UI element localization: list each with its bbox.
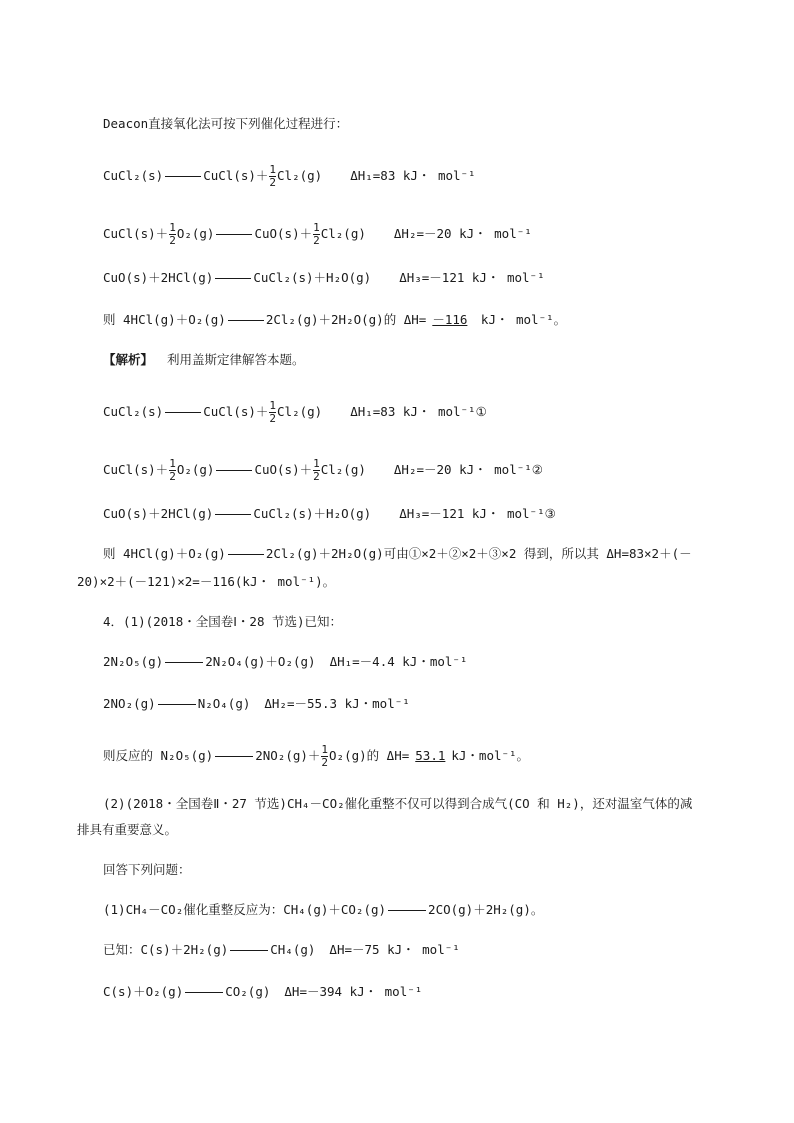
s2-lhs-a: CuCl(s)＋ [103,462,169,477]
s2-rhs-b: Cl₂(g) [320,462,366,477]
analysis-line [103,352,305,368]
problem-4-2-line-2: 排具有重要意义。 [77,822,178,837]
p4-q-unit: kJ・mol⁻¹。 [451,748,530,763]
eq2-dh: ΔH₂=－20 kJ・ mol⁻¹ [393,226,532,241]
solution-equation-1 [103,400,487,425]
known-arrow [230,950,268,951]
q1-lhs: (1)CH₄－CO₂催化重整反应为：CH₄(g)＋CO₂(g) [103,902,387,917]
sum-line-1 [103,546,692,562]
eq2-rhs-b: Cl₂(g) [320,226,366,241]
eq3-lhs: CuO(s)＋2HCl(g) [103,270,214,285]
s2-lhs-b: O₂(g) [176,462,215,477]
known-lhs: 已知：C(s)＋2H₂(g) [103,942,229,957]
equation-2 [103,222,532,247]
s1-rhs-a: CuCl(s)＋ [203,404,269,419]
eq2-fraction-2: $\frac{1}{2}$ [313,221,320,247]
question-arrow [228,320,264,321]
problem-4-equation-2 [103,696,410,712]
p4-eq2-dh: ΔH₂=－55.3 kJ・mol⁻¹ [264,696,410,711]
eq3-dh: ΔH₃=－121 kJ・ mol⁻¹ [399,270,545,285]
p4-eq2-arrow [158,704,196,705]
sum-arrow [228,554,264,555]
sum-lhs: 则 4HCl(g)＋O₂(g) [103,546,226,561]
s3-arrow [215,514,251,515]
known-dh: ΔH=－75 kJ・ mol⁻¹ [329,942,460,957]
question-line [103,312,566,328]
analysis-label: 【解析】 [103,352,154,367]
known-rhs: CH₄(g) [270,942,316,957]
analysis-text: 利用盖斯定律解答本题。 [167,352,305,367]
eq2-arrow [216,234,252,235]
q1-rhs: 2CO(g)＋2H₂(g)。 [428,902,544,917]
p4-q-arrow [215,756,253,757]
p4-eq1-rhs: 2N₂O₄(g)＋O₂(g) [205,654,316,669]
p4-eq1-lhs: 2N₂O₅(g) [103,654,164,669]
eq2-rhs-a: CuO(s)＋ [254,226,313,241]
q1-arrow [388,910,426,911]
problem-4-title: 4．(1)(2018・全国卷Ⅰ・28 节选)已知： [103,614,343,629]
question-lhs: 则 4HCl(g)＋O₂(g) [103,312,226,327]
p4-q-fraction: $\frac{1}{2}$ [321,743,329,769]
s1-lhs: CuCl₂(s) [103,404,164,419]
s2-dh: ΔH₂=－20 kJ・ mol⁻¹② [393,462,543,477]
question-rhs: 2Cl₂(g)＋2H₂O(g)的 ΔH= [265,312,427,327]
p4-eq2-rhs: N₂O₄(g) [197,696,251,711]
last-lhs: C(s)＋O₂(g) [103,984,184,999]
eq2-fraction-1: $\frac{1}{2}$ [169,221,176,247]
eq1-fraction: $\frac{1}{2}$ [269,163,277,189]
last-rhs: CO₂(g) [225,984,271,999]
question-1-line [103,902,543,918]
last-line [103,984,422,1000]
s2-arrow [216,470,252,471]
s3-rhs: CuCl₂(s)＋H₂O(g) [253,506,372,521]
s2-fraction-1: $\frac{1}{2}$ [169,457,176,483]
equation-3 [103,270,545,286]
problem-4-equation-1 [103,654,467,670]
eq3-rhs: CuCl₂(s)＋H₂O(g) [253,270,372,285]
equation-1 [103,164,476,189]
sum-line-2: 20)×2＋(－121)×2=－116(kJ・ mol⁻¹)。 [77,574,336,589]
solution-equation-3 [103,506,556,522]
eq3-arrow [215,278,251,279]
p4-eq1-dh: ΔH₁=－4.4 kJ・mol⁻¹ [329,654,468,669]
p4-q-rhs-a: 2NO₂(g)＋ [255,748,321,763]
solution-equation-2 [103,458,543,483]
s1-arrow [165,412,201,413]
p4-eq2-lhs: 2NO₂(g) [103,696,156,711]
eq1-rhs-a: CuCl(s)＋ [203,168,269,183]
last-arrow [185,992,223,993]
known-line [103,942,460,958]
s1-rhs-b: Cl₂(g) [277,404,323,419]
eq1-dh: ΔH₁=83 kJ・ mol⁻¹ [350,168,476,183]
s2-rhs-a: CuO(s)＋ [254,462,313,477]
eq2-lhs-a: CuCl(s)＋ [103,226,169,241]
s3-dh: ΔH₃=－121 kJ・ mol⁻¹③ [399,506,556,521]
last-dh: ΔH=－394 kJ・ mol⁻¹ [284,984,423,999]
p4-q-rhs-b: O₂(g)的 ΔH= [329,748,410,763]
p4-answer: 53.1 [415,748,446,763]
intro-text: Deacon直接氧化法可按下列催化过程进行： [103,116,349,131]
s1-fraction: $\frac{1}{2}$ [269,399,277,425]
eq2-lhs-b: O₂(g) [176,226,215,241]
question-unit: kJ・ mol⁻¹。 [473,312,567,327]
s3-lhs: CuO(s)＋2HCl(g) [103,506,214,521]
eq1-lhs: CuCl₂(s) [103,168,164,183]
eq1-rhs-b: Cl₂(g) [277,168,323,183]
s1-dh: ΔH₁=83 kJ・ mol⁻¹① [350,404,487,419]
p4-q-lhs: 则反应的 N₂O₅(g) [103,748,214,763]
p4-eq1-arrow [165,662,203,663]
question-answer: －116 [432,312,468,327]
s2-fraction-2: $\frac{1}{2}$ [313,457,320,483]
sum-rhs: 2Cl₂(g)＋2H₂O(g)可由①×2＋②×2＋③×2 得到，所以其 ΔH=83×2＋(－ [265,546,692,561]
eq1-arrow [165,176,201,177]
problem-4-question [103,744,529,769]
problem-4-2-line-1: (2)(2018・全国卷Ⅱ・27 节选)CH₄－CO₂催化重整不仅可以得到合成气(CO 和 H₂)，还对温室气体的减 [103,796,693,811]
answer-prompt: 回答下列问题： [103,862,191,877]
